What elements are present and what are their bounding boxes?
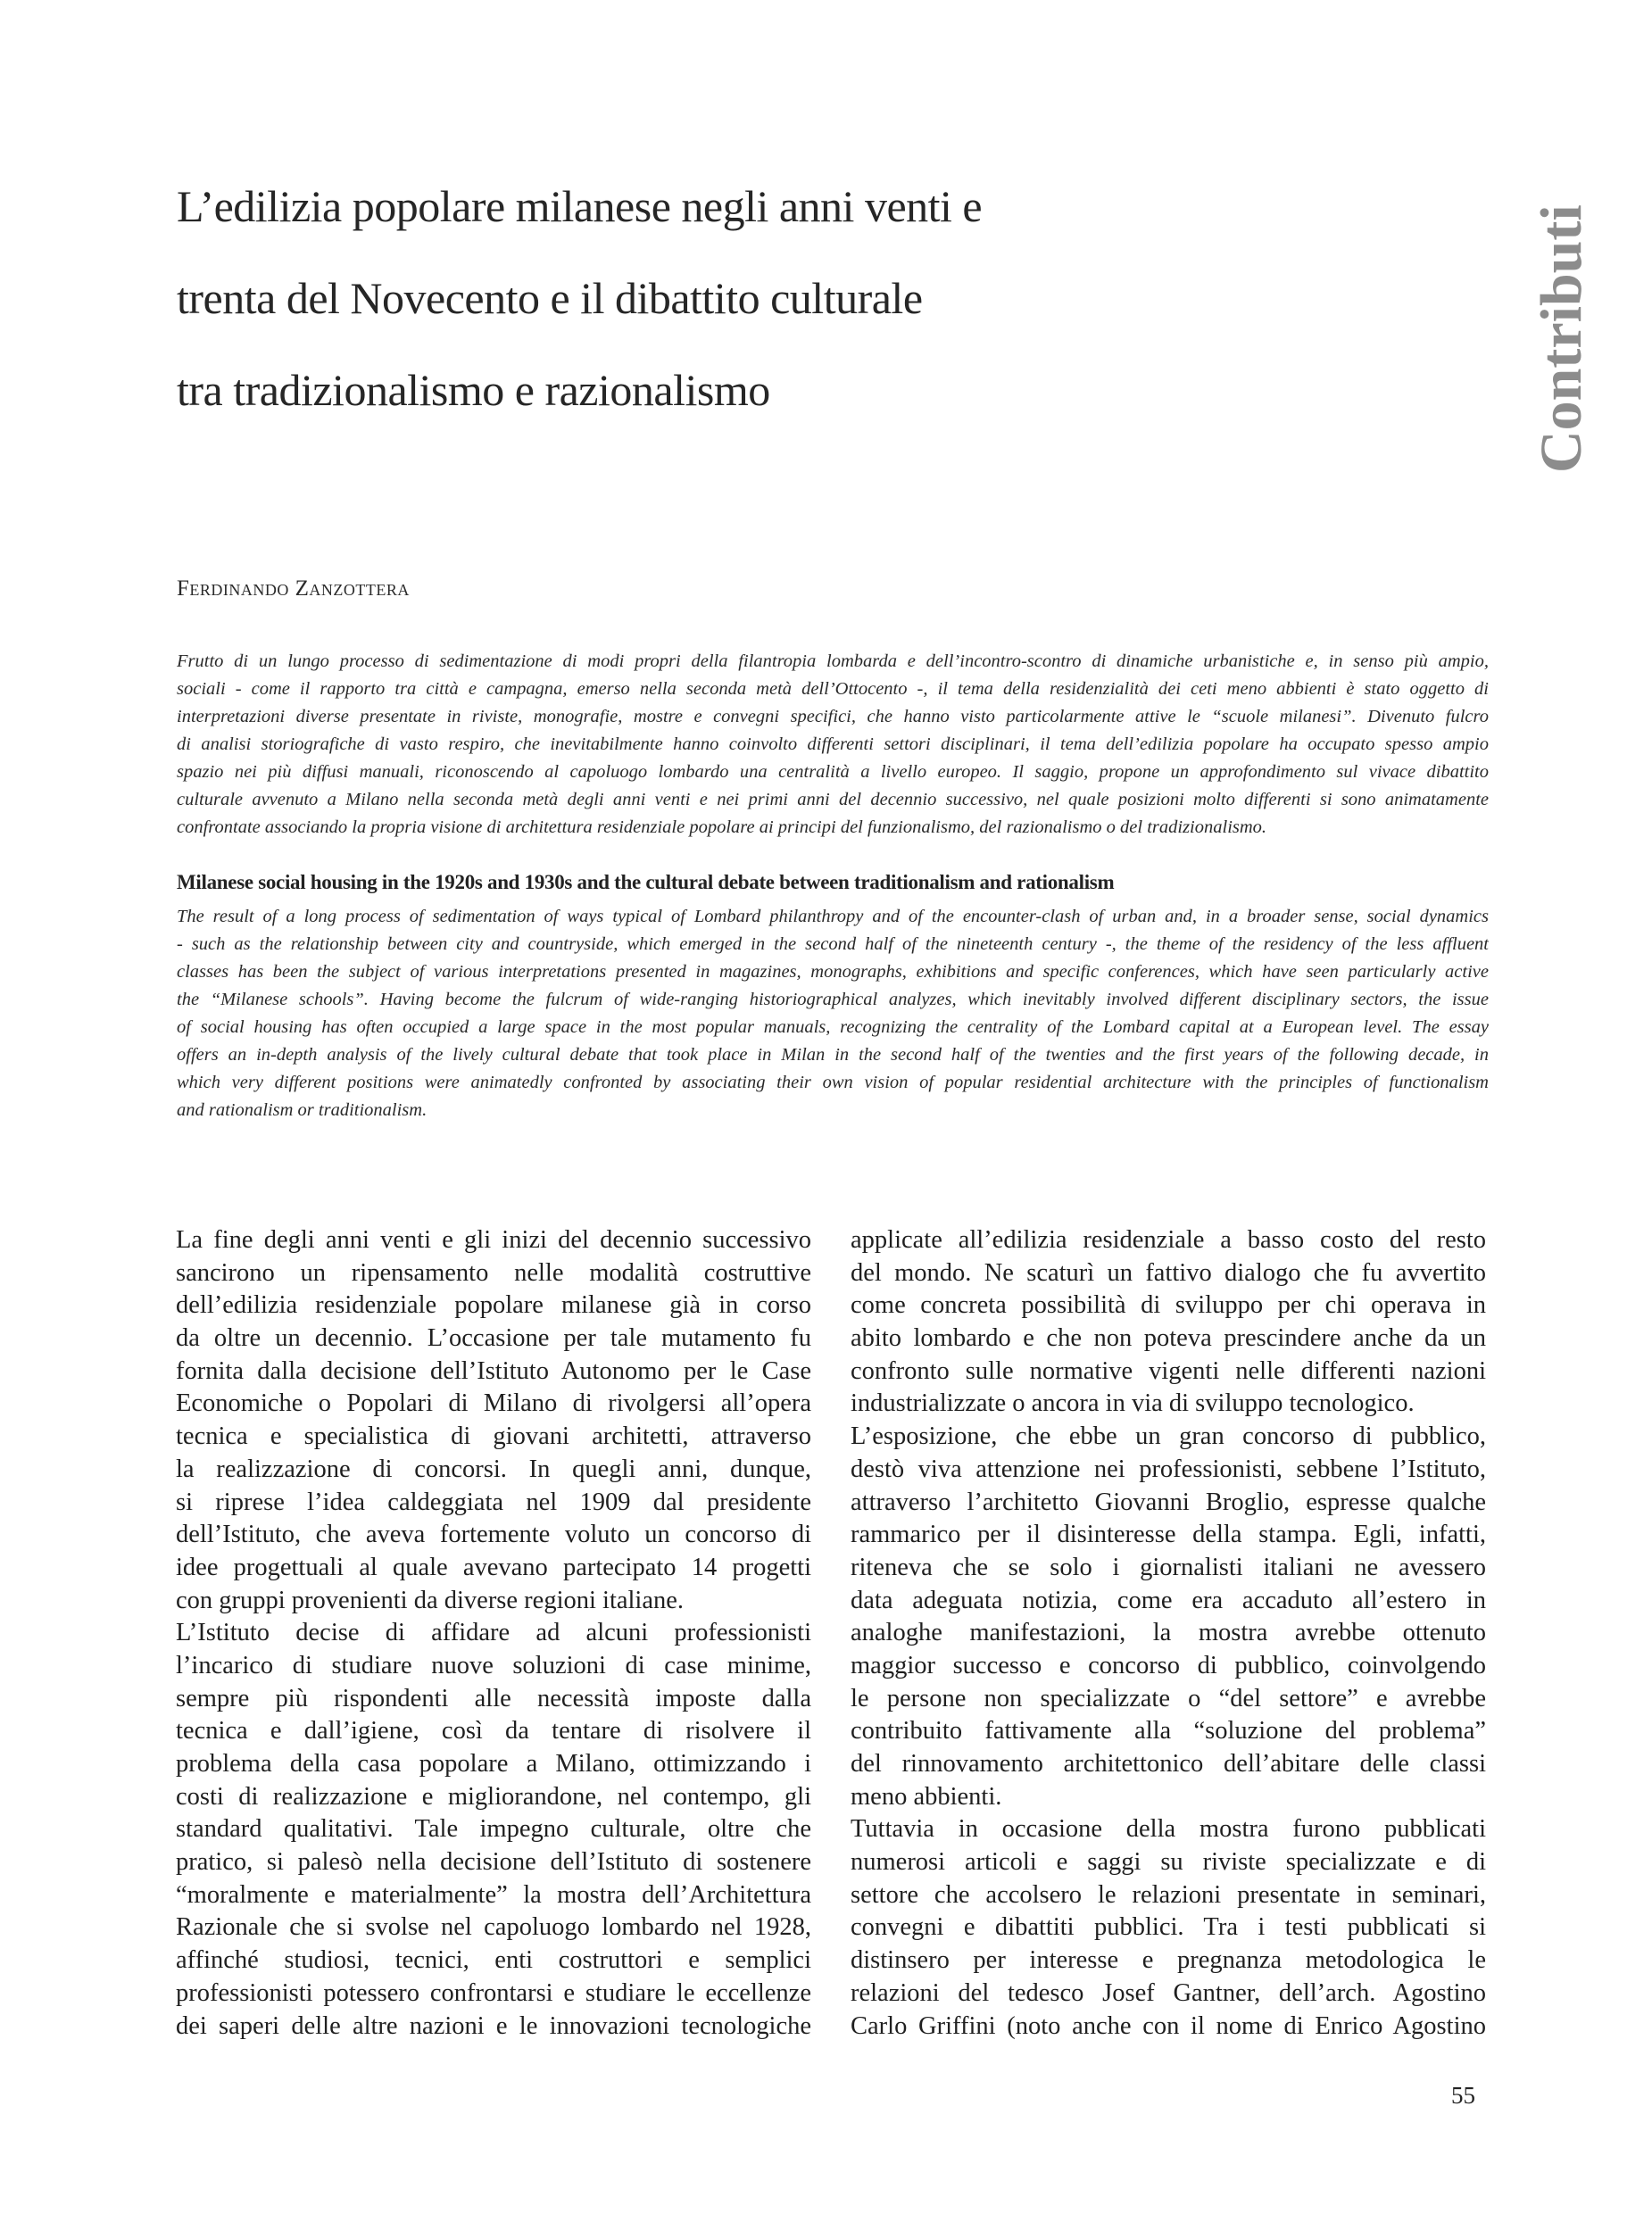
abstract-line: and rationalism or traditionalism. <box>177 1100 428 1120</box>
body-line: analoghe manifestazioni, la mostra avrebbe ottenuto <box>851 1619 1486 1647</box>
abstract-line: culturale avvenuto a Milano nella seconda metà degli anni venti e nei primi anni del decennio successivo, nel quale posizioni molto differenti si sono animatamente <box>177 790 1489 809</box>
body-line: abito lombardo e che non poteva prescindere anche da un <box>851 1324 1486 1353</box>
abstract-line: confrontate associando la propria visione di architettura residenziale popolare ai principi del funzionalismo, del razionalismo o del tradizionalismo. <box>177 817 1267 837</box>
body-line: standard qualitativi. Tale impegno culturale, oltre che <box>176 1815 811 1844</box>
body-line: relazioni del tedesco Josef Gantner, dell’arch. Agostino <box>851 1978 1486 2007</box>
body-line: dei saperi delle altre nazioni e le innovazioni tecnologiche <box>176 2011 811 2040</box>
body-line: le persone non specializzate o “del settore” e avrebbe <box>851 1684 1486 1712</box>
title-line: trenta del Novecento e il dibattito culturale <box>177 273 923 323</box>
body-line: data adeguata notizia, come era accaduto all’estero in <box>851 1586 1486 1614</box>
body-line: attraverso l’architetto Giovanni Broglio, espresse qualche <box>851 1488 1486 1516</box>
body-line: l’incarico di studiare nuove soluzioni di case minime, <box>176 1651 811 1679</box>
article-title <box>177 161 1515 436</box>
body-line: del rinnovamento architettonico dell’abitare delle classi <box>851 1750 1486 1778</box>
body-line: come concreta possibilità di sviluppo per chi operava in <box>851 1291 1486 1320</box>
body-line: pratico, si palesò nella decisione dell’Istituto di sostenere <box>176 1848 811 1877</box>
body-line: confronto sulle normative vigenti nelle differenti nazioni <box>851 1356 1486 1385</box>
section-label: Contributi <box>1529 204 1594 473</box>
body-line: destò viva attenzione nei professionisti, sebbene l’Istituto, <box>851 1455 1486 1483</box>
abstract-line: di analisi storiografiche di vasto respiro, che inevitabilmente hanno coinvolto differenti settori disciplinari, il tema dell’edilizia popolare ha occupato spesso ampio <box>177 734 1489 754</box>
body-line: tecnica e specialistica di giovani architetti, attraverso <box>176 1422 811 1451</box>
body-line: maggior successo e concorso di pubblico, coinvolgendo <box>851 1651 1486 1679</box>
abstract-line: of social housing has often occupied a large space in the most popular manuals, recognizing the centrality of the Lombard capital at a European level. The essay <box>177 1017 1489 1037</box>
body-line: del mondo. Ne scaturì un fattivo dialogo che fu avvertito <box>851 1258 1486 1287</box>
body-line: convegni e dibattiti pubblici. Tra i testi pubblicati si <box>851 1913 1486 1942</box>
body-line: problema della casa popolare a Milano, ottimizzando i <box>176 1750 811 1778</box>
english-title: Milanese social housing in the 1920s and 1930s and the cultural debate between traditionalism and rationalism <box>177 871 1115 893</box>
body-line: con gruppi provenienti da diverse regioni italiane. <box>176 1586 685 1614</box>
body-line: applicate all’edilizia residenziale a basso costo del resto <box>851 1226 1486 1254</box>
page-number: 55 <box>1451 2082 1475 2109</box>
body-line: dell’edilizia residenziale popolare milanese già in corso <box>176 1291 811 1320</box>
body-line: Economiche o Popolari di Milano di rivolgersi all’opera <box>176 1389 811 1418</box>
abstract-line: sociali - come il rapporto tra città e campagna, emerso nella seconda metà dell’Ottocento -, il tema della residenzialità dei ceti meno abbienti è stato oggetto di <box>177 679 1489 699</box>
body-line: distinsero per interesse e pregnanza metodologica le <box>851 1946 1486 1975</box>
body-line: professionisti potessero confrontarsi e studiare le eccellenze <box>176 1978 811 2007</box>
body-line: rammarico per il disinteresse della stampa. Egli, infatti, <box>851 1521 1486 1549</box>
body-line: L’Istituto decise di affidare ad alcuni professionisti <box>176 1619 811 1647</box>
body-line: affinché studiosi, tecnici, enti costruttori e semplici <box>176 1946 811 1975</box>
body-line: tecnica e dall’igiene, così da tentare di risolvere il <box>176 1717 811 1745</box>
body-line: fornita dalla decisione dell’Istituto Autonomo per le Case <box>176 1356 811 1385</box>
body-line: La fine degli anni venti e gli inizi del decennio successivo <box>176 1226 811 1254</box>
abstract-english <box>177 903 1489 1124</box>
body-line: contribuito fattivamente alla “soluzione del problema” <box>851 1717 1486 1745</box>
body-line: Tuttavia in occasione della mostra furono pubblicati <box>851 1815 1486 1844</box>
body-line: sancirono un ripensamento nelle modalità costruttive <box>176 1258 811 1287</box>
body-column-left <box>176 1224 811 2043</box>
body-line: L’esposizione, che ebbe un gran concorso di pubblico, <box>851 1422 1486 1451</box>
body-line: la realizzazione di concorsi. In quegli anni, dunque, <box>176 1455 811 1483</box>
body-line: industrializzate o ancora in via di sviluppo tecnologico. <box>851 1389 1415 1418</box>
abstract-line: the “Milanese schools”. Having become the fulcrum of wide-ranging historiographical analyzes, which inevitably involved different disciplinary sectors, the issue <box>177 990 1489 1009</box>
body-line: Carlo Griffini (noto anche con il nome di Enrico Agostino <box>851 2011 1486 2040</box>
body-line: settore che accolsero le relazioni presentate in seminari, <box>851 1880 1486 1909</box>
body-line: da oltre un decennio. L’occasione per tale mutamento fu <box>176 1324 811 1353</box>
body-line: Razionale che si svolse nel capoluogo lombardo nel 1928, <box>176 1913 811 1942</box>
abstract-line: which very different positions were animatedly confronted by associating their own vision of popular residential architecture with the principles of functionalism <box>177 1073 1489 1092</box>
body-line: si riprese l’idea caldeggiata nel 1909 dal presidente <box>176 1488 811 1516</box>
body-line: “moralmente e materialmente” la mostra dell’Architettura <box>176 1880 811 1909</box>
body-line: dell’Istituto, che aveva fortemente voluto un concorso di <box>176 1521 811 1549</box>
body-line: meno abbienti. <box>851 1782 1002 1811</box>
body-line: riteneva che se solo i giornalisti italiani ne avessero <box>851 1553 1486 1581</box>
abstract-italian <box>177 648 1489 842</box>
abstract-line: spazio nei più diffusi manuali, riconoscendo al capoluogo lombardo una centralità a livello europeo. Il saggio, propone un approfondimento sul vivace dibattito <box>177 762 1489 782</box>
abstract-line: - such as the relationship between city and countryside, which emerged in the second half of the nineteenth century -, the theme of the residency of the less affluent <box>177 934 1489 954</box>
abstract-line: Frutto di un lungo processo di sedimentazione di modi propri della filantropia lombarda e dell’incontro-scontro di dinamiche urbanistiche e, in senso più ampio, <box>177 651 1489 671</box>
author-name: Ferdinando Zanzottera <box>177 576 410 601</box>
abstract-line: interpretazioni diverse presentate in riviste, monografie, mostre e convegni specifici, che hanno visto particolarmente attive le “scuole milanesi”. Divenuto fulcro <box>177 707 1489 726</box>
body-line: costi di realizzazione e migliorandone, nel contempo, gli <box>176 1782 811 1811</box>
body-line: idee progettuali al quale avevano partecipato 14 progetti <box>176 1553 811 1581</box>
title-line: tra tradizionalismo e razionalismo <box>177 365 770 415</box>
body-line: numerosi articoli e saggi su riviste specializzate e di <box>851 1848 1486 1877</box>
title-line: L’edilizia popolare milanese negli anni venti e <box>177 181 983 231</box>
body-line: sempre più rispondenti alle necessità imposte dalla <box>176 1684 811 1712</box>
abstract-line: classes has been the subject of various interpretations presented in magazines, monographs, exhibitions and specific conferences, which have seen particularly active <box>177 962 1489 982</box>
abstract-line: The result of a long process of sedimentation of ways typical of Lombard philanthropy and of the encounter-clash of urban and, in a broader sense, social dynamics <box>177 907 1489 926</box>
abstract-line: offers an in-depth analysis of the lively cultural debate that took place in Milan in the second half of the twenties and the first years of the following decade, in <box>177 1045 1489 1065</box>
body-column-right <box>851 1224 1486 2043</box>
